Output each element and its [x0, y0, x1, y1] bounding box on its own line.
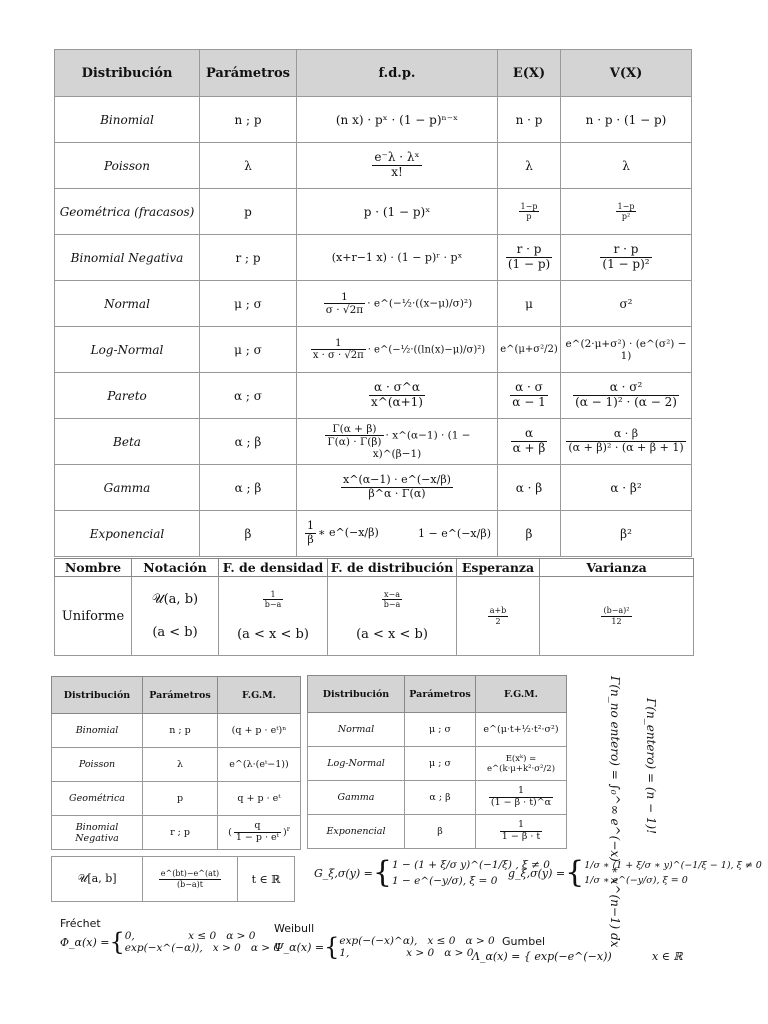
- dist-name: Geométrica (fracasos): [55, 189, 200, 235]
- table-header-row: [55, 559, 694, 577]
- dist-ex: α · β: [498, 465, 561, 511]
- uniform-notation: 𝒰[a, b]: [52, 857, 143, 902]
- table-header-row: [52, 677, 301, 714]
- dist-pdf: [297, 511, 498, 557]
- dist-ex: [498, 235, 561, 281]
- table-row: [55, 577, 694, 656]
- dist-name: Binomial: [52, 714, 143, 748]
- ex-den: (1 − p): [507, 257, 551, 271]
- vx-den: p²: [621, 212, 631, 221]
- table-row: [55, 327, 692, 373]
- vx-num: α · β: [566, 428, 685, 442]
- frechet-case2: exp(−x^(−α)), x > 0 α > 0: [124, 942, 281, 954]
- header-vx: V(X): [561, 50, 692, 97]
- pdf-num: α · σ^α: [369, 381, 425, 396]
- gumbel-domain: x ∈ ℝ: [652, 950, 683, 963]
- pdf-tail: · x^(α−1) · (1 − x)^(β−1): [372, 429, 471, 461]
- table-row: [308, 713, 567, 747]
- pdf-tail: · e^(−½·((ln(x)−μ)/σ)²): [367, 344, 486, 355]
- dist-params: β: [405, 815, 476, 849]
- uniform-domain: t ∈ ℝ: [238, 857, 295, 902]
- var-den: 12: [611, 616, 622, 626]
- uniform-table: [54, 558, 694, 656]
- dist-pdf: [297, 465, 498, 511]
- fgm-num: 1: [489, 786, 553, 798]
- fgm-continuous-table: [307, 675, 567, 849]
- dist-params: p: [143, 782, 218, 816]
- pdf-den: x · σ · √2π: [312, 350, 364, 361]
- dist-fgm: q + p · eᵗ: [218, 782, 301, 816]
- esp-num: a+b: [489, 606, 507, 616]
- dist-ex: [498, 373, 561, 419]
- vx-den: (α + β)² · (α + β + 1): [568, 441, 684, 454]
- dist-den: b−a: [383, 600, 401, 609]
- dist-vx: α · β²: [561, 465, 692, 511]
- dist-params: β: [200, 511, 297, 557]
- header-densidad: F. de densidad: [219, 559, 328, 577]
- header-fgm: F.G.M.: [476, 676, 567, 713]
- var-num: (b−a)²: [603, 606, 630, 616]
- dist-params: α ; β: [405, 781, 476, 815]
- dist-name: Binomial: [55, 97, 200, 143]
- vx-num: 1−p: [617, 201, 635, 211]
- table-row: [308, 747, 567, 781]
- fgm-den: (b−a)t: [176, 879, 204, 889]
- table-row: [55, 511, 692, 557]
- weibull-case1: exp(−(−x)^α), x ≤ 0 α > 0: [339, 935, 495, 947]
- fgm-num: 1: [500, 820, 542, 832]
- table-row: [52, 857, 295, 902]
- dist-params: λ: [200, 143, 297, 189]
- dist-cdf: 1 − e^(−x/β): [417, 527, 491, 540]
- pdf-tail: ∗ e^(−x/β): [318, 526, 379, 540]
- frechet-lhs: Φ_α(x) =: [60, 935, 110, 949]
- weibull-case2: 1, x > 0 α > 0: [339, 947, 474, 959]
- table-row: [55, 373, 692, 419]
- esp-den: 2: [495, 616, 501, 626]
- uniform-distribution: [328, 577, 457, 656]
- dist-params: μ ; σ: [200, 281, 297, 327]
- vx-num: α · σ²: [573, 381, 679, 396]
- dist-name: Log-Normal: [55, 327, 200, 373]
- dist-ex: λ: [498, 143, 561, 189]
- dist-vx: e^(2·μ+σ²) · (e^(σ²) − 1): [561, 327, 692, 373]
- gpd-case2: 1/σ ∗ e^(−y/σ), ξ = 0: [584, 875, 688, 886]
- fgm-num: e^(bt)−e^(at): [160, 869, 220, 879]
- vx-den: (1 − p)²: [602, 257, 650, 271]
- dist-ex: n · p: [498, 97, 561, 143]
- table-row: [55, 97, 692, 143]
- gumbel-title: Gumbel: [502, 935, 546, 948]
- dist-params: r ; p: [200, 235, 297, 281]
- dist-pdf: [297, 327, 498, 373]
- table-row: [308, 815, 567, 849]
- fgm-num: q: [234, 821, 281, 833]
- frechet-formula: [60, 930, 280, 954]
- gamma-fn-integer: Γ(n_entero) = (n − 1)!: [644, 698, 658, 835]
- dist-vx: σ²: [561, 281, 692, 327]
- dens-bottom: (a < x < b): [237, 627, 309, 643]
- table-header-row: [308, 676, 567, 713]
- frechet-title: Fréchet: [60, 917, 101, 930]
- dist-name: Poisson: [52, 748, 143, 782]
- ex-num: α · σ: [510, 381, 547, 396]
- pdf-den: β: [307, 533, 314, 546]
- brace-icon: {: [324, 933, 340, 961]
- uniform-notation: [132, 577, 219, 656]
- dist-params: p: [200, 189, 297, 235]
- pdf-num: e⁻λ · λˣ: [374, 150, 420, 165]
- gpd-formula: [508, 855, 762, 890]
- notation-top: 𝒰(a, b): [151, 592, 199, 607]
- uniform-varianza: [540, 577, 694, 656]
- dist-params: n ; p: [143, 714, 218, 748]
- dist-fgm: e^(λ·(eᵗ−1)): [218, 748, 301, 782]
- dist-name: Gamma: [55, 465, 200, 511]
- header-ex: E(X): [498, 50, 561, 97]
- dist-fgm: ( $\frac{q}{\text{1 − p · eᵗ}}$ )$^r$: [218, 816, 301, 850]
- table-row: [55, 465, 692, 511]
- pdf-den: β^α · Γ(α): [368, 487, 426, 500]
- table-row: [52, 816, 301, 850]
- gev-case2: 1 − e^(−y/σ), ξ = 0: [391, 875, 498, 887]
- brace-icon: {: [109, 928, 125, 956]
- uniform-density: [219, 577, 328, 656]
- table-row: [308, 781, 567, 815]
- gamma-fn-noninteger: Γ(n_no entero) = ∫₀^∞ e^(−x) ∗ x^(n−1) dx: [608, 676, 622, 948]
- gev-lhs: G_ξ,σ(y) =: [314, 866, 373, 880]
- vx-num: r · p: [600, 243, 651, 258]
- pdf-den: x!: [391, 165, 403, 179]
- fgm-uniform-table: [51, 856, 295, 902]
- dist-vx: [561, 373, 692, 419]
- distribution-table: [54, 49, 692, 557]
- dist-pdf: p · (1 − p)ˣ: [297, 189, 498, 235]
- dist-name: Normal: [308, 713, 405, 747]
- gpd-case1: 1/σ ∗ (1 + ξ/σ ∗ y)^(−1/ξ − 1), ξ ≠ 0: [584, 860, 762, 871]
- notation-bottom: (a < b): [152, 625, 198, 640]
- header-varianza: Varianza: [540, 559, 694, 577]
- dist-name: Pareto: [55, 373, 200, 419]
- fgm-den: (1 − β · t)^α: [490, 797, 552, 808]
- fgm-exp: r: [286, 824, 290, 833]
- dist-params: α ; β: [200, 419, 297, 465]
- dens-num: 1: [263, 590, 284, 600]
- dist-params: μ ; σ: [405, 747, 476, 781]
- brace-icon: {: [372, 855, 392, 890]
- header-distribucion: Distribución: [52, 677, 143, 714]
- dist-vx: [561, 189, 692, 235]
- fgm-den: 1 − β · t: [501, 831, 541, 842]
- table-row: [55, 281, 692, 327]
- dist-fgm: E(xᵏ) = e^(k·μ+k²·σ²/2): [476, 747, 567, 781]
- dist-name: Exponencial: [308, 815, 405, 849]
- ex-den: α + β: [512, 441, 546, 455]
- dist-num: x−a: [382, 590, 403, 600]
- dist-pdf: [297, 373, 498, 419]
- dist-vx: n · p · (1 − p): [561, 97, 692, 143]
- dist-params: α ; σ: [200, 373, 297, 419]
- dens-den: b−a: [264, 600, 282, 609]
- dist-ex: μ: [498, 281, 561, 327]
- dist-params: μ ; σ: [405, 713, 476, 747]
- header-distribucion: Distribución: [308, 676, 405, 713]
- dist-params: r ; p: [143, 816, 218, 850]
- uniform-esperanza: [457, 577, 540, 656]
- pdf-num: 1: [311, 338, 366, 351]
- pdf-den: Γ(α) · Γ(β): [327, 436, 382, 448]
- table-row: [55, 143, 692, 189]
- dist-vx: [561, 419, 692, 465]
- header-parametros: Parámetros: [405, 676, 476, 713]
- gev-case1: 1 − (1 + ξ/σ y)^(−1/ξ) , ξ ≠ 0: [391, 859, 550, 871]
- table-row: [52, 748, 301, 782]
- fgm-discrete-table: [51, 676, 301, 850]
- dist-pdf: [297, 419, 498, 465]
- dist-name: Binomial Negativa: [52, 816, 143, 850]
- vx-den: (α − 1)² · (α − 2): [575, 395, 677, 409]
- dist-vx: λ: [561, 143, 692, 189]
- header-nombre: Nombre: [55, 559, 132, 577]
- table-row: [55, 189, 692, 235]
- fgm-den: 1 − p · eᵗ: [235, 832, 279, 843]
- dist-ex: e^(μ+σ²/2): [498, 327, 561, 373]
- dist-name: Normal: [55, 281, 200, 327]
- dist-fgm: (q + p · eᵗ)ⁿ: [218, 714, 301, 748]
- weibull-title: Weibull: [274, 922, 315, 935]
- table-row: [52, 714, 301, 748]
- dist-fgm: [476, 781, 567, 815]
- dist-params: α ; β: [200, 465, 297, 511]
- dist-name: Exponencial: [55, 511, 200, 557]
- dist-pdf: (x+r−1 x) · (1 − p)ʳ · pˣ: [297, 235, 498, 281]
- pdf-tail: · e^(−½·((x−μ)/σ)²): [367, 297, 473, 310]
- dist-name: Binomial Negativa: [55, 235, 200, 281]
- pdf-den: σ · √2π: [325, 304, 364, 316]
- pdf-num: x^(α−1) · e^(−x/β): [343, 473, 451, 487]
- table-row: [52, 782, 301, 816]
- frechet-case1: 0, x ≤ 0 α > 0: [124, 930, 256, 942]
- dist-name: Log-Normal: [308, 747, 405, 781]
- dist-ex: [498, 419, 561, 465]
- dist-params: λ: [143, 748, 218, 782]
- dist-fgm: [476, 815, 567, 849]
- dist-bottom: (a < x < b): [356, 627, 428, 643]
- table-header-row: [55, 50, 692, 97]
- ex-num: 1−p: [520, 201, 538, 211]
- dist-pdf: [297, 281, 498, 327]
- pdf-num: 1: [307, 519, 314, 533]
- weibull-lhs: Ψ_α(x) =: [274, 940, 325, 954]
- ex-num: α: [511, 427, 548, 442]
- header-parametros: Parámetros: [143, 677, 218, 714]
- ex-den: p: [526, 212, 532, 221]
- dist-name: Beta: [55, 419, 200, 465]
- table-row: [55, 235, 692, 281]
- dist-name: Gamma: [308, 781, 405, 815]
- dist-pdf: [297, 143, 498, 189]
- gumbel-formula: Λ_α(x) = { exp(−e^(−x)): [472, 950, 612, 963]
- dist-ex: β: [498, 511, 561, 557]
- dist-params: μ ; σ: [200, 327, 297, 373]
- pdf-den: x^(α+1): [371, 395, 423, 409]
- header-fgm: F.G.M.: [218, 677, 301, 714]
- dist-ex: [498, 189, 561, 235]
- dist-fgm: e^(μ·t+½·t²·σ²): [476, 713, 567, 747]
- dist-vx: [561, 235, 692, 281]
- header-esperanza: Esperanza: [457, 559, 540, 577]
- gpd-lhs: g_ξ,σ(y) =: [508, 866, 566, 880]
- table-row: [55, 419, 692, 465]
- dist-name: Poisson: [55, 143, 200, 189]
- pdf-num: Γ(α + β): [325, 423, 383, 436]
- uniform-name: Uniforme: [55, 577, 132, 656]
- dist-pdf: (n x) · pˣ · (1 − p)ⁿ⁻ˣ: [297, 97, 498, 143]
- dist-params: n ; p: [200, 97, 297, 143]
- dist-name: Geométrica: [52, 782, 143, 816]
- ex-den: α − 1: [512, 395, 546, 409]
- header-distribucion: F. de distribución: [328, 559, 457, 577]
- ex-num: r · p: [506, 243, 552, 258]
- pdf-num: 1: [324, 291, 365, 304]
- uniform-fgm: [143, 857, 238, 902]
- brace-icon: {: [565, 855, 585, 890]
- header-notacion: Notación: [132, 559, 219, 577]
- weibull-formula: [274, 935, 495, 959]
- header-distribucion: Distribución: [55, 50, 200, 97]
- header-parametros: Parámetros: [200, 50, 297, 97]
- dist-vx: β²: [561, 511, 692, 557]
- header-fdp: f.d.p.: [297, 50, 498, 97]
